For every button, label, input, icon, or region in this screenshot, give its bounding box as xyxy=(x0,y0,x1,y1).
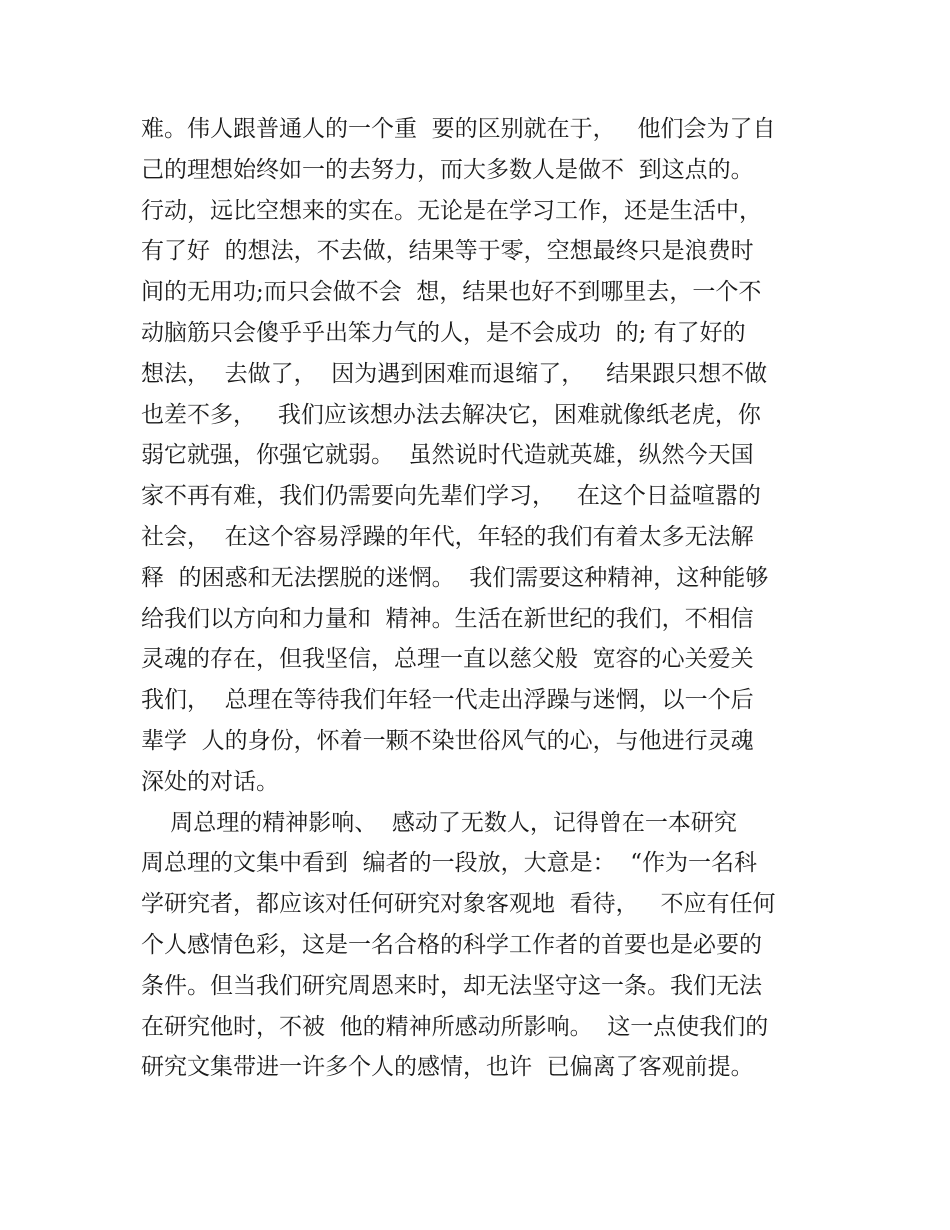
text-line: 家不再有难，我们仍需要向先辈们学习， 在这个日益喧嚣的 xyxy=(141,483,761,510)
text-line: 周总理的精神影响、 感动了无数人，记得曾在一本研究 xyxy=(141,809,737,836)
text-line: 在研究他时，不被 他的精神所感动所影响。 这一点使我们的 xyxy=(141,1013,769,1040)
text-line: 个人感情色彩，这是一名合格的科学工作者的首要也是必要的 xyxy=(141,931,762,958)
text-line: 我们， 总理在等待我们年轻一代走出浮躁与迷惘，以一个后 xyxy=(141,687,754,714)
text-line: 己的理想始终如一的去努力，而大多数人是做不 到这点的。 xyxy=(141,156,754,183)
text-line: 学研究者，都应该对任何研究对象客观地 看待， 不应有任何 xyxy=(141,891,776,918)
text-line: 有了好 的想法，不去做，结果等于零，空想最终只是浪费时 xyxy=(141,238,754,265)
text-line: 弱它就强，你强它就弱。 虽然说时代造就英雄，纵然今天国 xyxy=(141,442,754,469)
text-line: 难。伟人跟普通人的一个重 要的区别就在于， 他们会为了自 xyxy=(141,116,776,142)
text-line: 也差不多， 我们应该想办法去解决它，困难就像纸老虎，你 xyxy=(141,401,761,428)
text-line: 深处的对话。 xyxy=(141,768,279,795)
text-line: 研究文集带进一许多个人的感情，也许 已偏离了客观前提。 xyxy=(141,1054,754,1081)
paragraph-2 xyxy=(141,803,821,1089)
text-line: 社会， 在这个容易浮躁的年代，年轻的我们有着太多无法解 xyxy=(141,523,754,550)
text-line: 释 的困惑和无法摆脱的迷惘。 我们需要这种精神，这种能够 xyxy=(141,564,769,591)
text-line: 想法， 去做了， 因为遇到困难而退缩了， 结果跟只想不做 xyxy=(141,360,768,387)
text-line: 行动，远比空想来的实在。无论是在学习工作，还是生活中， xyxy=(141,197,762,224)
text-line: 辈学 人的身份，怀着一颗不染世俗风气的心，与他进行灵魂 xyxy=(141,727,754,754)
text-line: 间的无用功;而只会做不会 想，结果也好不到哪里去，一个不 xyxy=(141,279,762,306)
text-line: 灵魂的存在，但我坚信，总理一直以慈父般 宽容的心关爱关 xyxy=(141,646,754,673)
body-text xyxy=(141,109,821,1088)
paragraph-1 xyxy=(141,109,821,803)
text-line: 给我们以方向和力量和 精神。生活在新世纪的我们，不相信 xyxy=(141,605,754,632)
text-line: 条件。但当我们研究周恩来时，却无法坚守这一条。我们无法 xyxy=(141,972,762,999)
text-line: 周总理的文集中看到 编者的一段放，大意是： “作为一名科 xyxy=(141,850,758,877)
text-line: 动脑筋只会傻乎乎出笨力气的人，是不会成功 的; 有了好的 xyxy=(141,319,746,346)
